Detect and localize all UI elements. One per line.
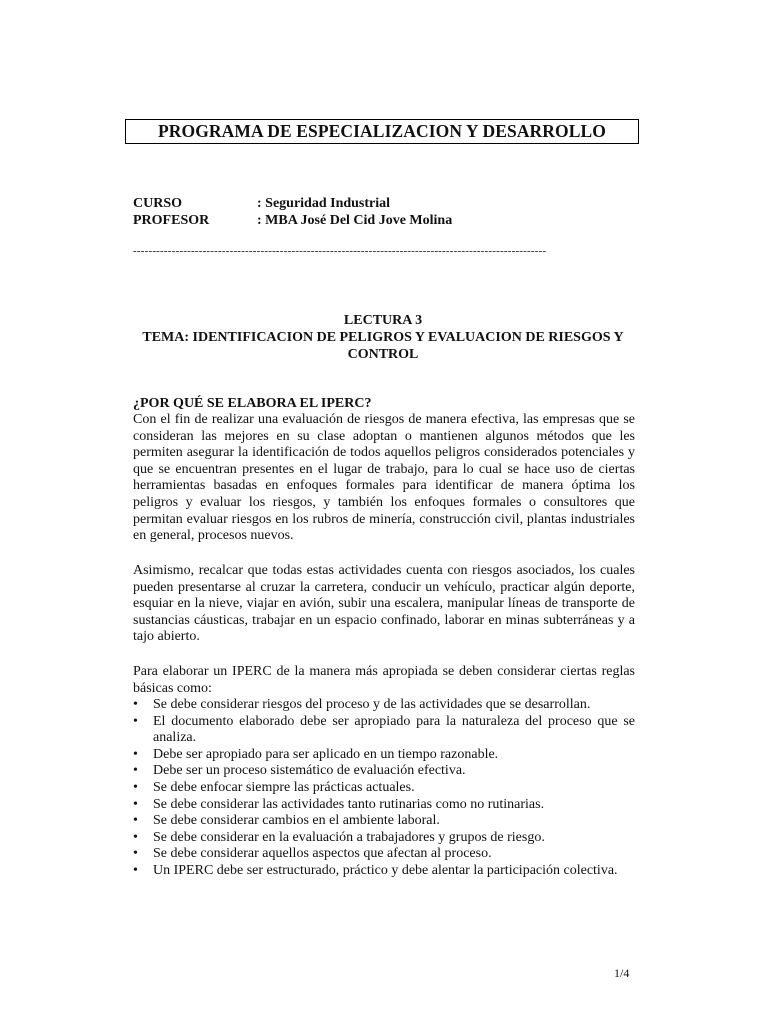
paragraph-2: Asimismo, recalcar que todas estas actividades cuenta con riesgos asociados, los cuales pueden presentarse al cruzar la carretera, conducir un vehículo, practicar algún deporte, esquiar en la nieve, viajar en avión, subir una escalera, manipular líneas de transporte de sustancias cáusticas, trabajar en un espacio confinado, laborar en minas subterráneas y a tajo abierto. [133,563,635,645]
paragraph-1: Con el fin de realizar una evaluación de riesgos de manera efectiva, las empresas que se consideran las mejores en su clase adoptan o mantienen algunos métodos que les permiten asegurar la identificación de todos aquellos peligros considerados potenciales y que se encuentran presentes en el lugar de trabajo, para lo cual se hace uso de ciertas herramientas basadas en enfoques formales para identificar de manera óptima los peligros y evaluar los riesgos, y también los enfoques formales o consultores que permitan evaluar riesgos en los rubros de minería, construcción civil, plantas industriales en general, procesos nuevos. [133,412,635,544]
bullet-icon: • [133,813,138,829]
course-label: CURSO [133,196,183,211]
list-item [133,747,635,764]
bullet-icon: • [133,796,138,812]
bullet-icon: • [133,862,138,878]
list-item [133,797,635,814]
course-info [133,195,452,229]
list-item [133,697,635,714]
paragraph-3: Para elaborar un IPERC de la manera más apropiada se deben considerar ciertas reglas básicas como: [133,664,635,696]
lecture-heading [133,312,633,363]
list-item [133,780,635,797]
list-item [133,813,635,830]
list-item-text: Se debe considerar las actividades tanto rutinarias como no rutinarias. [153,796,545,812]
list-item-text: Se debe considerar riesgos del proceso y de las actividades que se desarrollan. [153,697,591,712]
professor-row [133,212,452,229]
bullet-icon: • [133,746,138,762]
lecture-number: LECTURA 3 [343,313,423,328]
list-item-text: El documento elaborado debe ser apropiado para la naturaleza del proceso que se analiza. [153,713,635,746]
list-item [133,863,635,880]
course-row [133,195,452,212]
course-value: : Seguridad Industrial [257,196,391,211]
list-item [133,714,635,747]
rules-list [133,697,635,880]
list-item-text: Un IPERC debe ser estructurado, práctico y debe alentar la participación colectiva. [153,862,618,878]
bullet-icon: • [133,697,138,712]
list-item-text: Se debe considerar cambios en el ambiente laboral. [153,813,440,829]
list-item-text: Se debe considerar en la evaluación a trabajadores y grupos de riesgo. [153,829,545,845]
bullet-icon: • [133,829,138,845]
separator-line: ----------------------------------------------------------------------------------------------------------- [133,245,547,257]
list-item-text: Debe ser apropiado para ser aplicado en un tiempo razonable. [153,746,499,762]
list-item-text: Se debe enfocar siempre las prácticas actuales. [153,779,415,795]
lecture-topic: TEMA: IDENTIFICACION DE PELIGROS Y EVALUACION DE RIESGOS Y CONTROL [142,330,624,362]
bullet-icon: • [133,763,138,779]
program-title: PROGRAMA DE ESPECIALIZACION Y DESARROLLO [125,119,639,144]
list-item-text: Se debe considerar aquellos aspectos que afectan al proceso. [153,846,492,862]
list-item [133,763,635,780]
list-item [133,830,635,847]
list-item-text: Debe ser un proceso sistemático de evaluación efectiva. [153,763,466,779]
list-item [133,846,635,863]
section-title: ¿POR QUÉ SE ELABORA EL IPERC? [133,396,372,411]
professor-label: PROFESOR [133,213,210,228]
professor-value: : MBA José Del Cid Jove Molina [257,213,453,228]
bullet-icon: • [133,846,138,862]
bullet-icon: • [133,713,138,729]
page-number: 1/4 [614,966,630,980]
bullet-icon: • [133,779,138,795]
